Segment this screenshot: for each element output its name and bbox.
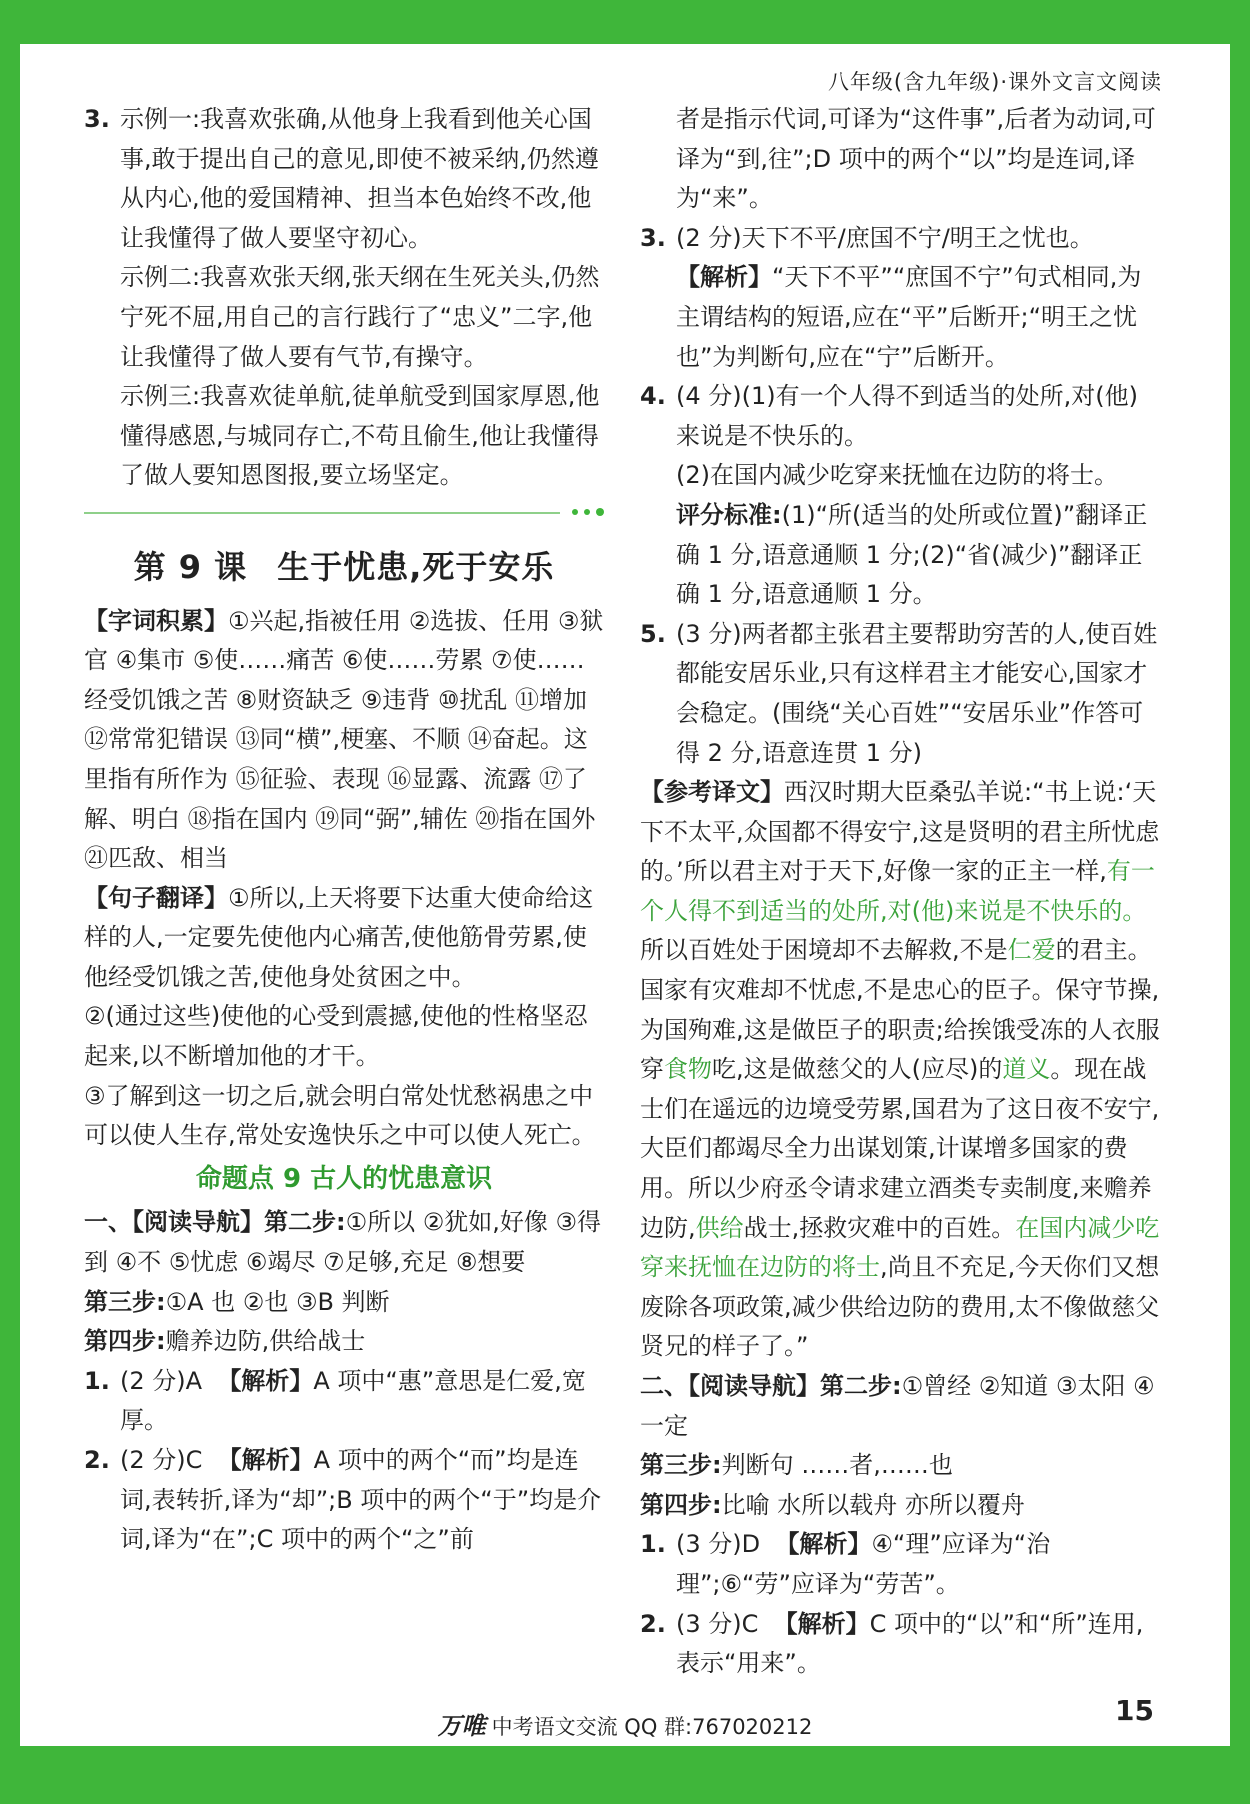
reading-nav-2: 二、【阅读导航】第二步:①曾经 ②知道 ③太阳 ④一定 <box>640 1372 1155 1440</box>
translation-1: 【句子翻译】①所以,上天将要下达重大使命给这样的人,一定要先使他内心痛苦,使他筋骨劳累,使他经受饥饿之苦,使他身处贫困之中。 <box>84 883 594 991</box>
green-border-right <box>1230 0 1250 1804</box>
right-column <box>640 100 1160 1684</box>
translation-2: ②(通过这些)使他的心受到震撼,使他的性格坚忍起来,以不断增加他的才干。 <box>84 1002 588 1071</box>
section-divider <box>84 502 604 522</box>
green-border-top <box>0 0 1250 44</box>
b2-answer: 2. (3 分)C 【解析】C 项中的“以”和“所”连用,表示“用来”。 <box>640 1609 1144 1678</box>
translation-3: ③了解到这一切之后,就会明白常处忧愁祸患之中可以使人生存,常处安逸快乐之中可以使人死亡。 <box>84 1081 596 1150</box>
point-title: 命题点 9 古人的忧患意识 <box>195 1163 493 1194</box>
left-column <box>84 100 604 1560</box>
page-number: 15 <box>1115 1694 1154 1727</box>
answer-3: 3. 示例一:我喜欢张确,从他身上我看到他关心国事,敢于提出自己的意见,即使不被采纳,仍然遵从内心,他的爱国精神、担当本色始终不改,他让我懂得了做人要坚守初心。 <box>84 105 599 252</box>
step-4b: 第四步:比喻 水所以载舟 亦所以覆舟 <box>640 1490 1025 1519</box>
footer <box>0 1706 1250 1741</box>
vocab-section: 【字词积累】①兴起,指被任用 ②选拔、任用 ③狱官 ④集市 ⑤使……痛苦 ⑥使……劳累 ⑦使……经受饥饿之苦 ⑧财资缺乏 ⑨违背 ⑩扰乱 ⑪增加 ⑫常常犯错误 ⑬同“横”,梗塞、不顺 ⑭奋起。这里指有所作为 ⑮征验、表现 ⑯显露、流露 ⑰了解、明白 ⑱指在国内 ⑲同“弼”,辅佐 ⑳指在国外 ㉑匹敌、相当 <box>84 606 604 873</box>
step-3: 第三步:①A 也 ②也 ③B 判断 <box>84 1287 390 1316</box>
b1-answer: 1. (3 分)D 【解析】④“理”应译为“治理”;⑥“劳”应译为“劳苦”。 <box>640 1530 1051 1598</box>
q4-answer: 4. (4 分)(1)有一个人得不到适当的处所,对(他)来说是不快乐的。 <box>640 382 1138 450</box>
q3-answer: 3. (2 分)天下不平/庶国不宁/明王之忧也。 <box>640 223 1094 252</box>
q2-answer: 2. (2 分)C 【解析】A 项中的两个“而”均是连词,表转折,译为“却”;B 项中的两个“于”均是介词,译为“在”;C 项中的两个“之”前 <box>84 1446 602 1554</box>
step-3b: 第三步:判断句 ……者,……也 <box>640 1451 953 1480</box>
example-2: 示例二:我喜欢张天纲,张天纲在生死关头,仍然宁死不屈,用自己的言行践行了“忠义”二字,他让我懂得了做人要有气节,有操守。 <box>120 263 600 371</box>
reading-nav-1: 一、【阅读导航】第二步:①所以 ②犹如,好像 ③得到 ④不 ⑤忧虑 ⑥竭尽 ⑦足够,充足 ⑧想要 <box>84 1208 602 1277</box>
green-border-left <box>0 0 20 1804</box>
lesson-title: 第 9 课 生于忧患,死于安乐 <box>133 547 555 586</box>
reference-translation: 【参考译文】西汉时期大臣桑弘羊说:“书上说:‘天下不太平,众国都不得安宁,这是贤明的君主所忧虑的。’所以君主对于天下,好像一家的正主一样,有一个人得不到适当的处所,对(他)来说是不快乐的。所以百姓处于困境却不去解救,不是仁爱的君主。国家有灾难却不忧虑,不是忠心的臣子。保守节操,为国殉难,这是做臣子的职责;给挨饿受冻的人衣服穿食物吃,这是做慈父的人(应尽)的道义。现在战士们在遥远的边境受劳累,国君为了这日夜不安宁,大臣们都竭尽全力出谋划策,计谋增多国家的费用。所以少府丞令请求建立酒类专卖制度,来赡养边防,供给战士,拯救灾难中的百姓。在国内减少吃穿来抚恤在边防的将士,尚且不充足,今天你们又想废除各项政策,减少供给边防的费用,太不像做慈父贤兄的样子了。” <box>640 778 1160 1361</box>
step-4: 第四步:赡养边防,供给战士 <box>84 1327 366 1356</box>
brand-logo: 万唯 <box>437 1712 486 1740</box>
q4-scoring: 评分标准:(1)“所(适当的处所或位置)”翻译正确 1 分,语意通顺 1 分;(2)“省(减少)”翻译正确 1 分,语意通顺 1 分。 <box>676 500 1148 609</box>
q4-answer-2: (2)在国内减少吃穿来抚恤在边防的将士。 <box>676 461 1118 490</box>
example-3: 示例三:我喜欢徒单航,徒单航受到国家厚恩,他懂得感恩,与城同存亡,不苟且偷生,他让我懂得了做人要知恩图报,要立场坚定。 <box>120 382 600 490</box>
q1-answer: 1. (2 分)A 【解析】A 项中“惠”意思是仁爱,宽厚。 <box>84 1366 586 1435</box>
green-border-bottom <box>0 1746 1250 1804</box>
running-head: 八年级(含九年级)·课外文言文阅读 <box>827 70 1162 94</box>
qq-group: 中考语文交流 QQ 群:767020212 <box>491 1715 813 1739</box>
q5-answer: 5. (3 分)两者都主张君主要帮助穷苦的人,使百姓都能安居乐业,只有这样君主才能安心,国家才会稳定。(围绕“关心百姓”“安居乐业”作答可得 2 分,语意连贯 1 分) <box>640 619 1158 767</box>
q3-analysis: 【解析】“天下不平”“庶国不宁”句式相同,为主谓结构的短语,应在“平”后断开;“明王之忧也”为判断句,应在“宁”后断开。 <box>676 263 1142 371</box>
q2-continued: 者是指示代词,可译为“这件事”,后者为动词,可译为“到,往”;D 项中的两个“以”均是连词,译为“来”。 <box>676 105 1156 213</box>
